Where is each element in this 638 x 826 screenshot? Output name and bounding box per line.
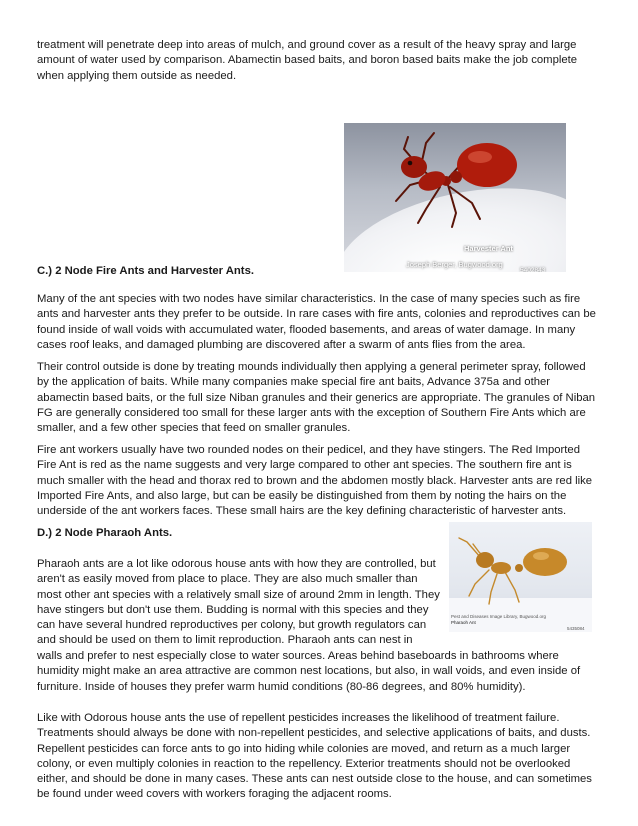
pharaoh-caption-line-2: Pharaoh Ant — [451, 620, 476, 625]
section-d-line: have stingers but don't use them. Budding is normal with this species and they — [37, 603, 429, 616]
section-d-line: can have several hundred reproductives per colony, but growth regulators can — [37, 619, 427, 632]
section-c-paragraph-1: Many of the ant species with two nodes have similar characteristics. In the case of many species such as fire ants and harvester ants they prefer to be outside. In rare cases with fire ants, colonies and reproductives can be found inside of wall voids with accumulated water, flooded basements, and areas of water damage. In many cases roof leaks, and damaged plumbing are discovered after a swarm of ants flies from the area. — [37, 293, 596, 351]
pharaoh-caption-line-1: Pest and Diseases Image Library, Bugwood.org — [451, 614, 546, 619]
intro-paragraph: treatment will penetrate deep into areas of mulch, and ground cover as a result of the heavy spray and large amount of water used by comparison. Abamectin based baits, and boron based baits make the job complete when applying them outside as needed. — [37, 39, 578, 82]
pharaoh-image-number: 5435084 — [567, 626, 585, 631]
section-d-paragraph-1-wrapped — [37, 557, 457, 649]
section-d-line: most other ant species with a relatively small size of around 2mm in length. They — [37, 588, 440, 601]
harvester-caption: Harvester Ant — [464, 244, 513, 253]
section-c-heading: C.) 2 Node Fire Ants and Harvester Ants. — [37, 265, 254, 277]
section-d-paragraph-2: Like with Odorous house ants the use of repellent pesticides increases the likelihood of treatment failure. Treatments should always be done with non-repellent pesticides, and selective applications of baits, and dusts. Repellent pesticides can force ants to go into hiding while colonies are moved, and return as a much larger colony, or even multiply colonies in reaction to the repellency. Exterior treatments should not be overlooked either, and should be done in many cases. These ants can nest outside close to the house, and can sometimes be found under weed covers with workers foraging the adjacent rooms. — [37, 712, 592, 801]
section-d-line: and should be used on them to limit reproduction. Pharaoh ants can nest in — [37, 634, 413, 647]
section-c-paragraph-3: Fire ant workers usually have two rounded nodes on their pedicel, and they have stingers. The Red Imported Fire Ant is red as the name suggests and very large compared to other ant species. The southern fire ant is much smaller with the head and thorax red to brown and the abdomen mostly black. Harvester ants are red like Imported Fire Ants, and also large, but can be easily be distinguished from them by noting the hairs on the underside of the ant workers faces. These small hairs are the key defining characteristic of harvester ants. — [37, 444, 593, 518]
section-d-heading: D.) 2 Node Pharaoh Ants. — [37, 527, 173, 539]
section-c-paragraph-2: Their control outside is done by treating mounds individually then applying a general perimeter spray, followed by the application of baits. While many companies make special fire ant baits, Advance 375a and other abamectin based baits, or the full size Niban granules and their generics are appropriate. The granules of Niban FG are generally considered too small for these larger ants with the exception of Southern Fire Ants which are smaller, and a few other species that feed on smaller granules. — [37, 361, 596, 435]
harvester-image-number: 5402843 — [520, 267, 546, 272]
ant-illustration — [344, 123, 566, 272]
pharaoh-ant-photo — [449, 522, 592, 632]
section-d-line: Pharaoh ants are a lot like odorous house ants with how they are controlled, but — [37, 558, 436, 570]
harvester-ant-photo — [344, 123, 566, 272]
harvester-credit: Joseph Berger, Bugwood.org — [406, 260, 503, 269]
section-d-line: aren't as easily moved from place to place. They are also much smaller than — [37, 573, 418, 586]
section-d-paragraph-1-continued: walls and prefer to nest especially close to water sources. Areas behind baseboards in bathrooms where humidity might make an area attractive are common nest locations, but also, in wall voids, and even inside of furniture. Inside of houses they prefer warm humid conditions (80-86 degrees, and 80% humidity). — [37, 650, 581, 693]
